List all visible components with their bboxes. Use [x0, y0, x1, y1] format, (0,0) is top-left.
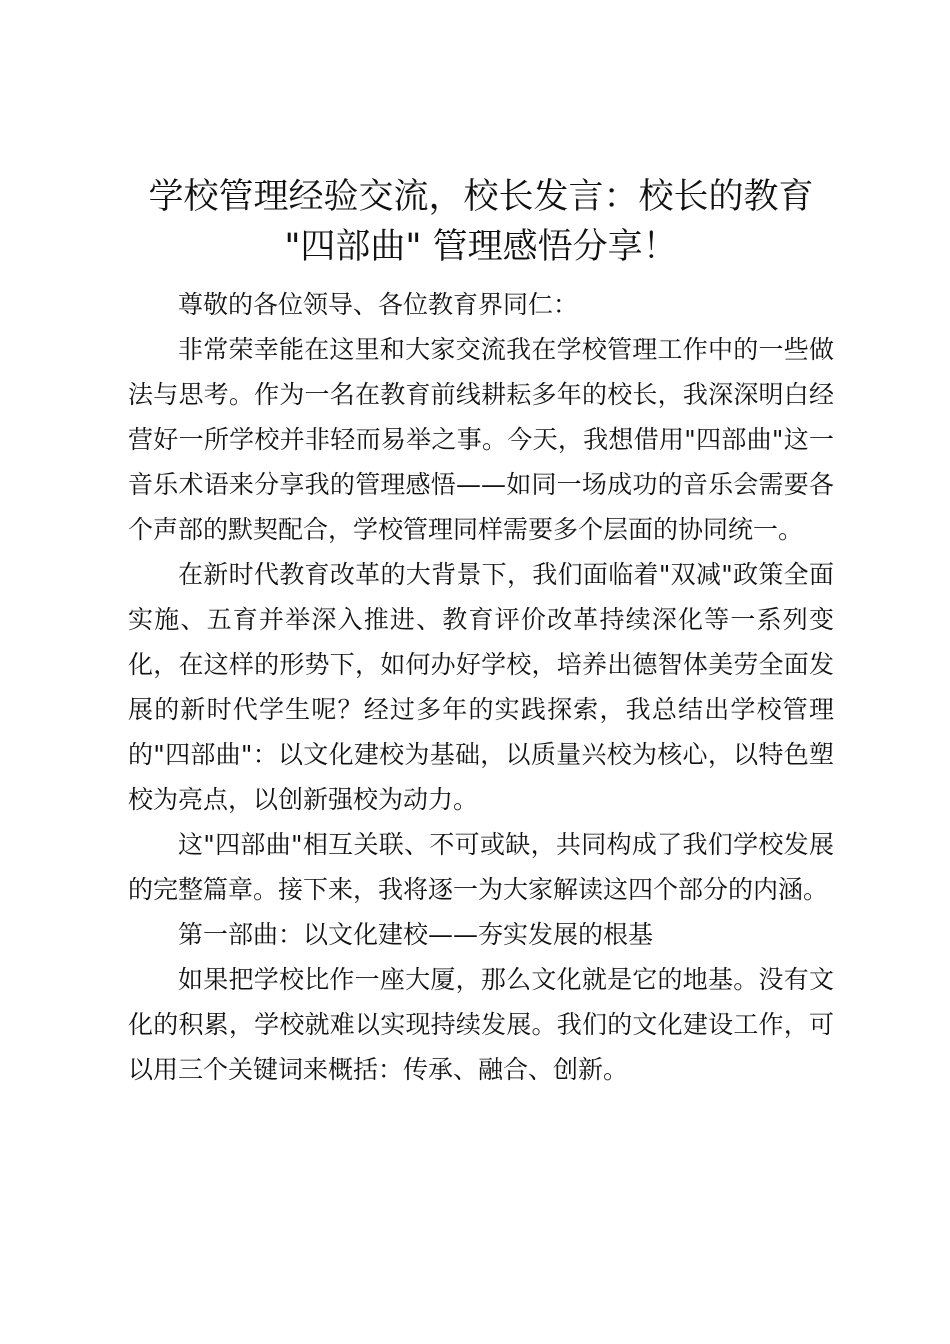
culture-paragraph: 如果把学校比作一座大厦，那么文化就是它的地基。没有文化的积累，学校就难以实现持续发展。我们的文化建设工作，可以用三个关键词来概括：传承、融合、创新。	[128, 965, 834, 1084]
title-line-2: "四部曲" 管理感悟分享！	[284, 227, 678, 267]
document-page	[128, 172, 834, 1092]
summary-paragraph: 这"四部曲"相互关联、不可或缺，共同构成了我们学校发展的完整篇章。接下来，我将逐一为大家解读这四个部分的内涵。	[128, 830, 834, 904]
intro-paragraph: 非常荣幸能在这里和大家交流我在学校管理工作中的一些做法与思考。作为一名在教育前线耕耘多年的校长，我深深明白经营好一所学校并非轻而易举之事。今天，我想借用"四部曲"这一音乐术语来分享我的管理感悟——如同一场成功的音乐会需要各个声部的默契配合，学校管理同样需要多个层面的协同统一。	[128, 335, 834, 544]
salutation-paragraph: 尊敬的各位领导、各位教育界同仁：	[178, 290, 579, 319]
section-heading: 第一部曲：以文化建校——夯实发展的根基	[178, 920, 654, 949]
title-line-1: 学校管理经验交流，校长发言：校长的教育	[148, 177, 814, 217]
background-paragraph: 在新时代教育改革的大背景下，我们面临着"双减"政策全面实施、五育并举深入推进、教育评价改革持续深化等一系列变化，在这样的形势下，如何办好学校，培养出德智体美劳全面发展的新时代学生呢？经过多年的实践探索，我总结出学校管理的"四部曲"：以文化建校为基础，以质量兴校为核心，以特色塑校为亮点，以创新强校为动力。	[128, 560, 834, 814]
document-title	[128, 172, 834, 272]
